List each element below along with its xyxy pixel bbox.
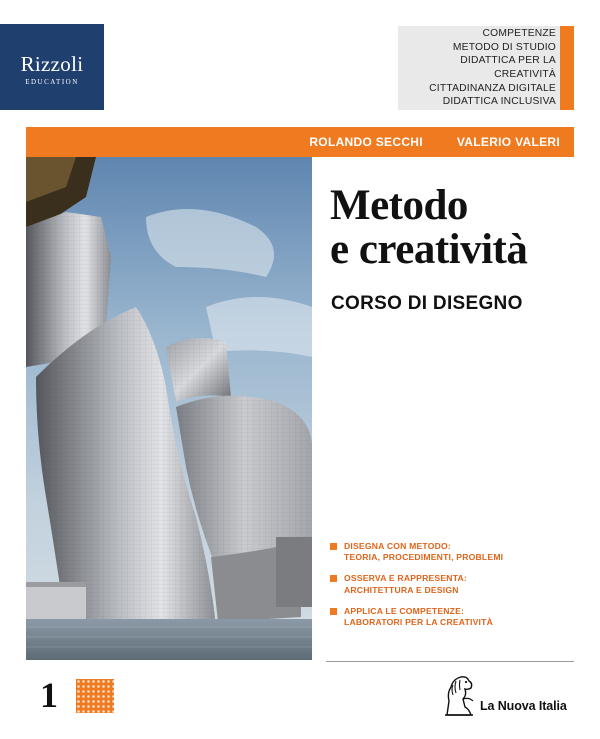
- title-line: Metodo: [330, 182, 468, 229]
- features-box: [398, 26, 574, 110]
- lion-icon: [441, 673, 477, 717]
- rizzoli-education-logo: [0, 24, 104, 110]
- bullet-line: DISEGNA CON METODO:: [344, 541, 451, 551]
- bullet-item: [330, 573, 580, 595]
- author-name: VALERIO VALERI: [456, 135, 560, 149]
- feature-item: METODO DI STUDIO: [452, 41, 556, 53]
- publisher-mark: [441, 673, 567, 717]
- bullet-line: TEORIA, PROCEDIMENTI, PROBLEMI: [344, 552, 504, 563]
- feature-item: DIDATTICA PER LA CREATIVITÀ: [460, 55, 556, 80]
- bullet-line: OSSERVA E RAPPRESENTA:: [344, 573, 467, 584]
- book-title: [330, 184, 527, 272]
- bullet-square-icon: [330, 543, 337, 550]
- volume-number: 1: [40, 675, 58, 715]
- bullet-line: APPLICA LE COMPETENZE:: [344, 605, 465, 616]
- bullet-list: [330, 541, 580, 638]
- cover-photo-guggenheim: [26, 157, 312, 660]
- bullet-line: LABORATORI PER LA CREATIVITÀ: [344, 617, 493, 628]
- bullet-square-icon: [330, 575, 337, 582]
- publisher-name: La Nuova Italia: [480, 699, 567, 713]
- bullet-item: [330, 606, 580, 628]
- authors-bar: [26, 127, 574, 157]
- logo-name: Rizzoli: [20, 52, 84, 76]
- bullet-item: [330, 541, 580, 563]
- feature-item: CITTADINANZA DIGITALE: [429, 82, 556, 94]
- bullet-line: ARCHITETTURA E DESIGN: [344, 584, 459, 595]
- author-name: ROLANDO SECCHI: [309, 135, 423, 149]
- dotted-square-icon: [76, 679, 114, 713]
- divider: [326, 661, 574, 662]
- book-subtitle: CORSO DI DISEGNO: [331, 293, 523, 314]
- bullet-square-icon: [330, 608, 337, 615]
- title-line: e creatività: [330, 226, 528, 273]
- feature-item: COMPETENZE: [482, 28, 556, 40]
- logo-subtitle: EDUCATION: [25, 78, 79, 86]
- feature-item: DIDATTICA INCLUSIVA: [442, 96, 556, 108]
